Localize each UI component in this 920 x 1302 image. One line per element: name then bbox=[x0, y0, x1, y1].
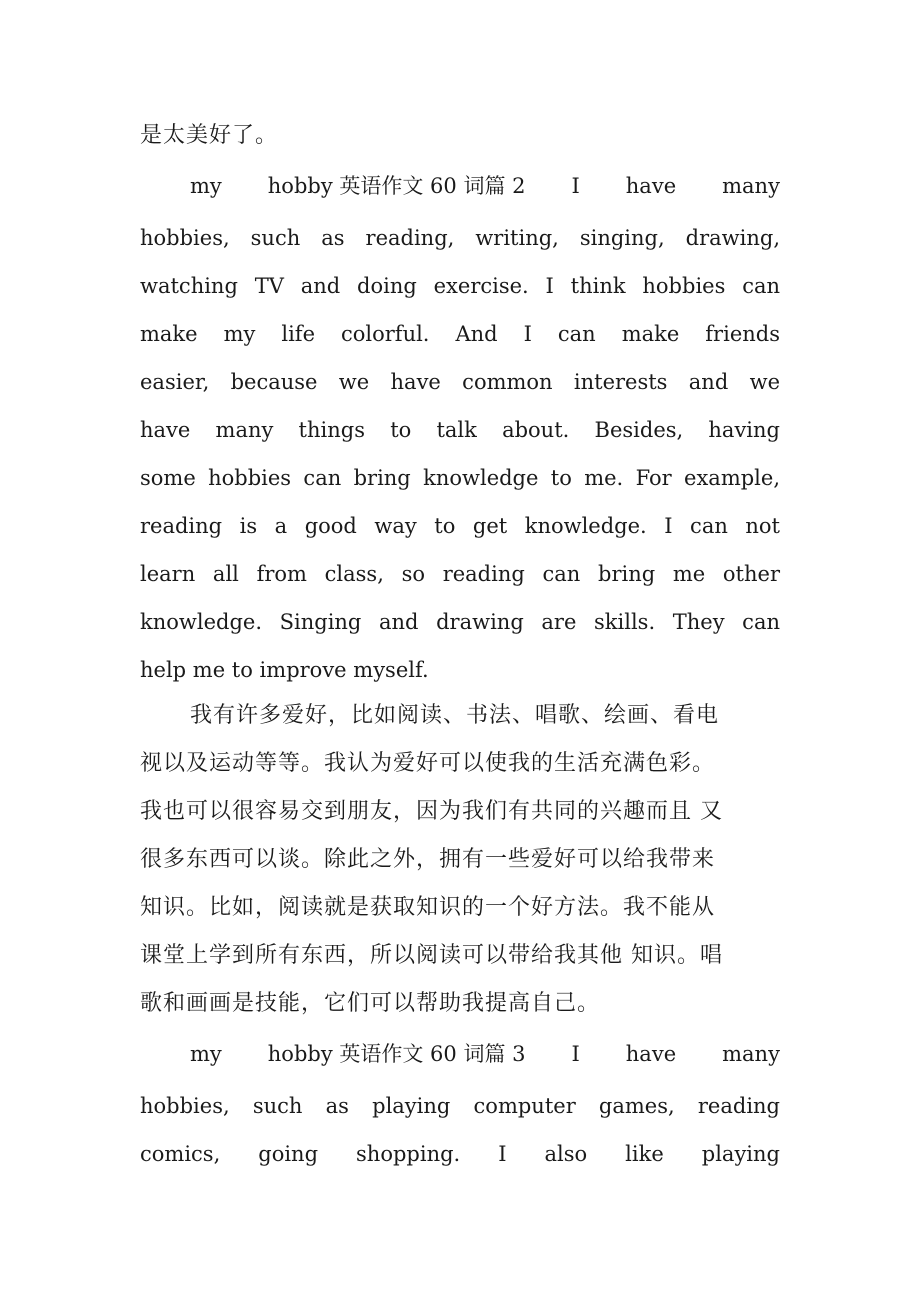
section2-heading-part: many bbox=[722, 174, 780, 198]
section3-heading-part: many bbox=[722, 1042, 780, 1066]
english-line: watching TV and doing exercise. I think hobbies can bbox=[140, 274, 780, 298]
english-line: hobbies, such as reading, writing, singing, drawing, bbox=[140, 226, 780, 250]
section2-heading-part: hobby 英语作文 60 词篇 2 bbox=[267, 174, 526, 198]
section3-heading-part: have bbox=[625, 1042, 677, 1066]
english-line: some hobbies can bring knowledge to me. For example, bbox=[140, 466, 780, 490]
chinese-line: 视以及运动等等。我认为爱好可以使我的生活充满色彩。 bbox=[140, 751, 716, 776]
chinese-line: 课堂上学到所有东西，所以阅读可以带给我其他 知识。唱 bbox=[140, 943, 723, 968]
english-line: reading is a good way to get knowledge. I can not bbox=[140, 514, 780, 538]
section3-heading bbox=[190, 1040, 780, 1068]
chinese-line: 很多东西可以谈。除此之外，拥有一些爱好可以给我带来 bbox=[140, 847, 716, 872]
section2-heading-part: have bbox=[625, 174, 677, 198]
section3-heading-part: hobby 英语作文 60 词篇 3 bbox=[267, 1042, 526, 1066]
english-line: have many things to talk about. Besides, having bbox=[140, 418, 780, 442]
section2-heading-part: my bbox=[190, 174, 222, 198]
section3-heading-part: I bbox=[571, 1042, 580, 1066]
section2-heading bbox=[190, 172, 780, 200]
chinese-line: 知识。比如，阅读就是获取知识的一个好方法。我不能从 bbox=[140, 895, 716, 920]
section1-closing-line: 是太美好了。 bbox=[140, 123, 279, 148]
section2-heading-part: I bbox=[571, 174, 580, 198]
english-line: comics, going shopping. I also like playing bbox=[140, 1142, 780, 1166]
english-line: help me to improve myself. bbox=[140, 658, 429, 682]
chinese-line: 歌和画画是技能，它们可以帮助我提高自己。 bbox=[140, 991, 601, 1016]
chinese-line: 我也可以很容易交到朋友，因为我们有共同的兴趣而且 又 bbox=[140, 799, 723, 824]
english-line: easier, because we have common interests and we bbox=[140, 370, 780, 394]
english-line: learn all from class, so reading can bring me other bbox=[140, 562, 780, 586]
english-line: knowledge. Singing and drawing are skills. They can bbox=[140, 610, 780, 634]
english-line: make my life colorful. And I can make friends bbox=[140, 322, 780, 346]
chinese-line: 我有许多爱好，比如阅读、书法、唱歌、绘画、看电 bbox=[190, 703, 720, 728]
english-line: hobbies, such as playing computer games, reading bbox=[140, 1094, 780, 1118]
section3-heading-part: my bbox=[190, 1042, 222, 1066]
